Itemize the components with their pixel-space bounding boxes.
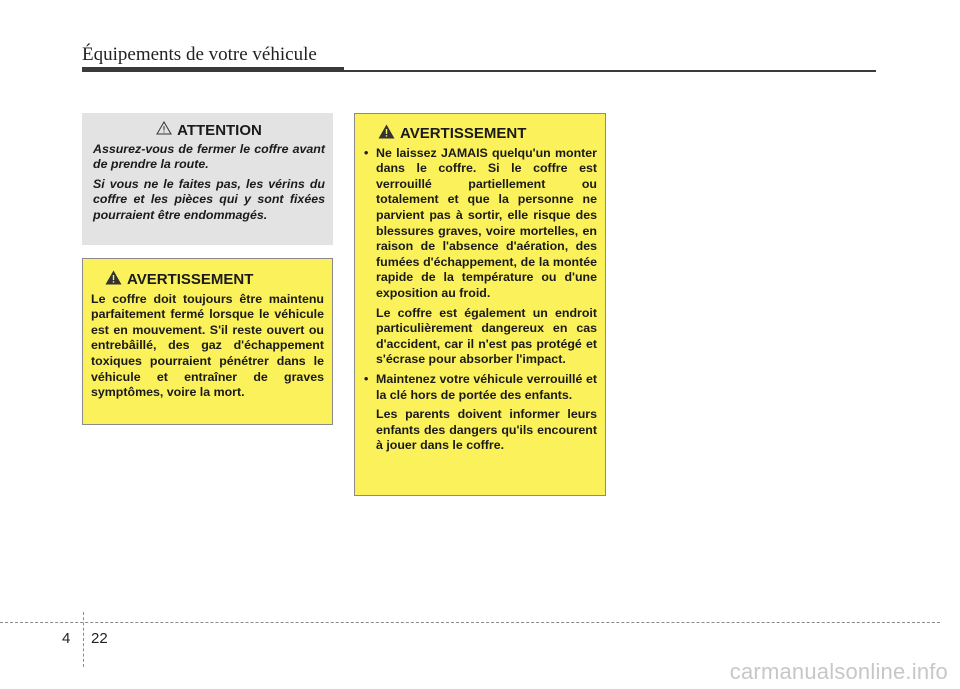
warning-outline-icon xyxy=(156,121,172,140)
warning-title: AVERTISSEMENT xyxy=(400,125,527,142)
warning-heading xyxy=(364,124,597,144)
header-rule-thin xyxy=(344,70,876,72)
warning-box-exhaust xyxy=(82,258,333,425)
attention-heading xyxy=(93,121,325,140)
header-rule-thick xyxy=(82,67,344,72)
bullet: • xyxy=(364,371,369,386)
footer-divider xyxy=(0,622,940,623)
list-item-paragraph: Le coffre est également un endroit particulièrement dangereux en cas d'accident, car il n'est pas protégé et s'écrase pour absorber l'impact. xyxy=(376,305,597,367)
list-item-paragraph: Maintenez votre véhicule verrouillé et la clé hors de portée des enfants. xyxy=(376,371,597,402)
section-title: Équipements de votre véhicule xyxy=(82,44,317,65)
bullet: • xyxy=(364,145,369,160)
attention-box xyxy=(82,113,333,245)
warning-heading xyxy=(91,270,324,290)
chapter-number: 4 xyxy=(62,630,71,647)
warning-text: Le coffre doit toujours être maintenu parfaitement fermé lorsque le véhicule est en mouvement. S'il reste ouvert ou entrebâillé, des gaz d'échappement toxiques pourraient pénétrer dans le véhicule et entraîner de graves symptômes, voire la mort. xyxy=(91,291,324,400)
warning-filled-icon xyxy=(378,124,395,144)
warning-filled-icon xyxy=(105,270,122,290)
warning-box-trunk xyxy=(354,113,606,496)
attention-paragraph: Assurez-vous de fermer le coffre avant de prendre la route. xyxy=(93,141,325,172)
page-number: 22 xyxy=(91,630,108,647)
list-item-paragraph: Ne laissez JAMAIS quelqu'un monter dans le coffre. Si le coffre est verrouillé partiellement ou totalement et que la personne ne parvient pas à sortir, elle risque des blessures graves, voire mortelles, en raison de l'absence d'aération, des fumées d'échappement, de la montée rapide de la température ou d'une exposition au froid. xyxy=(376,145,597,300)
watermark: carmanualsonline.info xyxy=(729,659,948,684)
list-item xyxy=(364,146,597,368)
attention-title: ATTENTION xyxy=(177,121,262,139)
warning-list xyxy=(364,146,597,454)
warning-title: AVERTISSEMENT xyxy=(127,271,254,288)
list-item xyxy=(364,372,597,454)
list-item-paragraph: Les parents doivent informer leurs enfants des dangers qu'ils encourent à jouer dans le coffre. xyxy=(376,407,597,453)
footer-page-separator xyxy=(83,612,84,667)
attention-paragraph: Si vous ne le faites pas, les vérins du coffre et les pièces qui y sont fixées pourraient être endommagés. xyxy=(93,176,325,222)
